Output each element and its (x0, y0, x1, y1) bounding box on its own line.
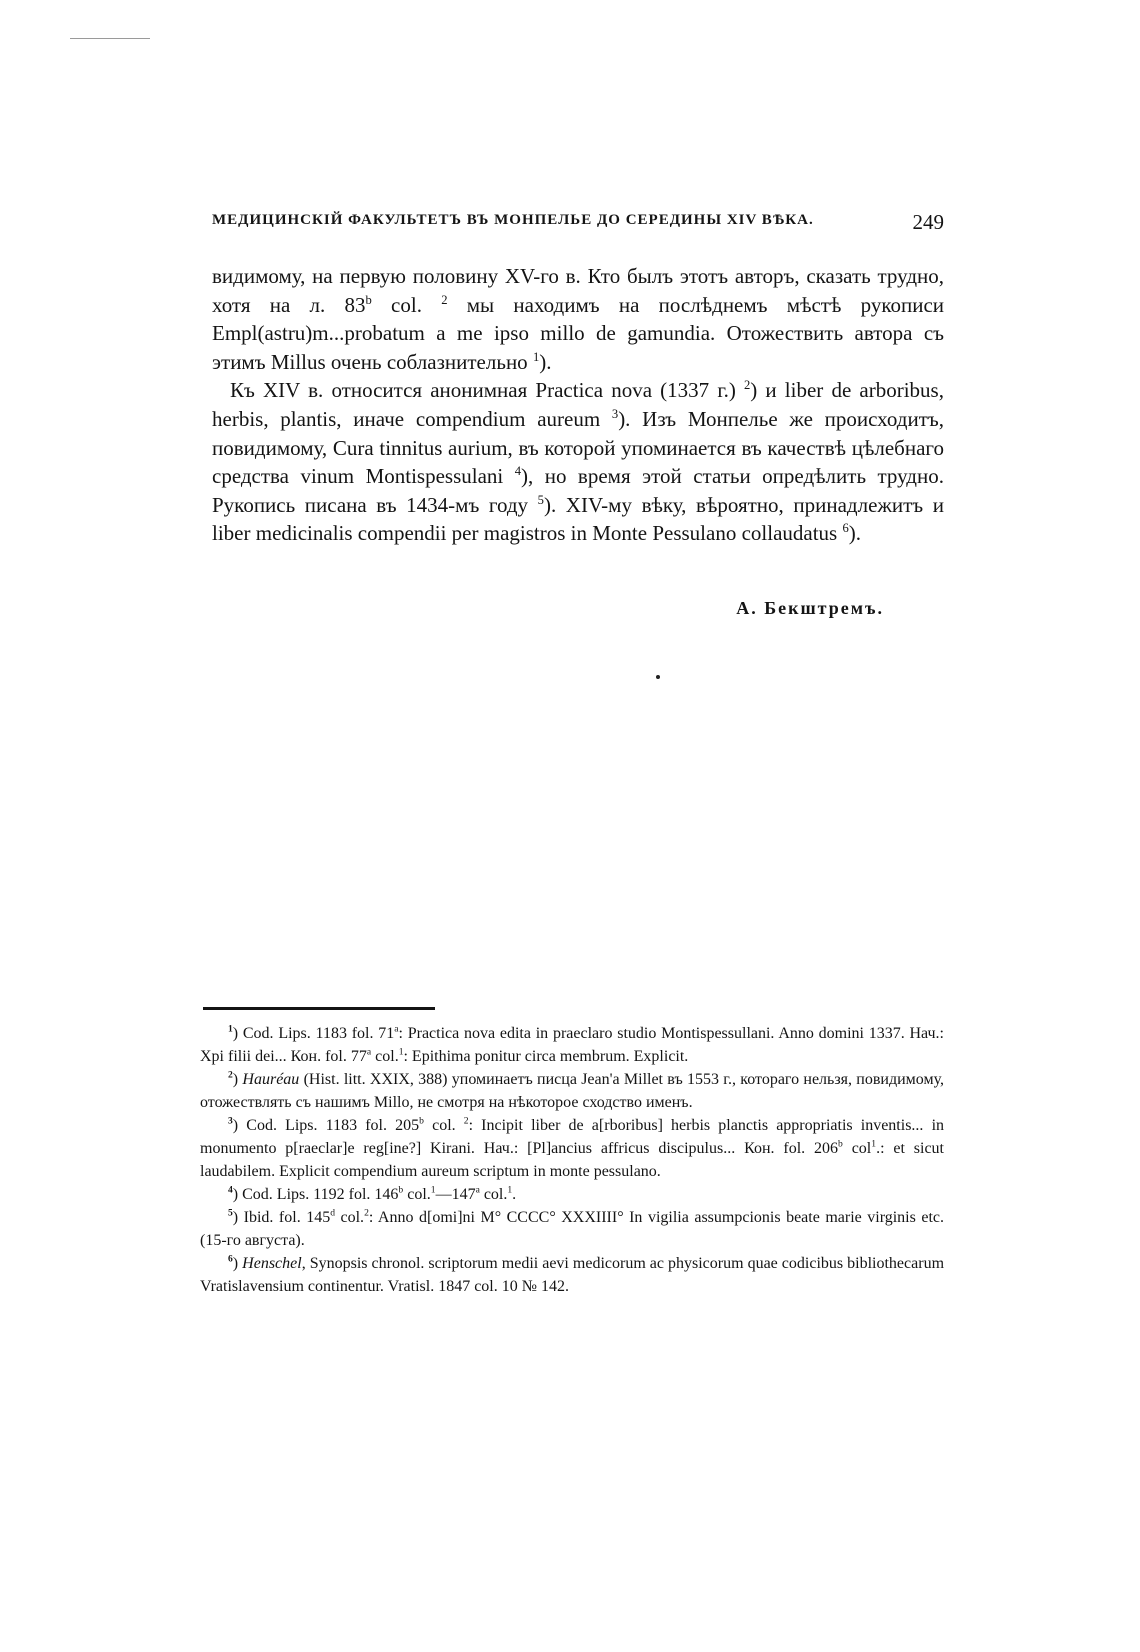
p2-text-4: ), но время этой статьи опредѣлить трудно. Рукопись писана въ 1434-мъ году (212, 464, 944, 517)
p2-text-3: ). Изъ Монпелье же происходитъ, повидимому, Cura tinnitus aurium, въ которой упоминается въ качествѣ цѣлебнаго средства vinum Montispessulani (212, 406, 944, 489)
fn5-text-3: : Anno d[omi]ni M° CCCC° XXXIIII° In vigilia assumpcionis beate marie virginis etc. (15-го августа). (200, 1209, 945, 1249)
author-signature: А. Бекштремъ. (736, 598, 884, 618)
running-title: МЕДИЦИНСКІЙ ФАКУЛЬТЕТЪ ВЪ МОНПЕЛЬЕ ДО СЕРЕДИНЫ XIV ВѢКА. (212, 212, 814, 228)
p2-sup-5: 6 (842, 521, 849, 536)
main-text (212, 262, 944, 548)
fn3-sup-2: 2 (463, 1115, 469, 1127)
fn1-sup-2: a (366, 1046, 372, 1058)
paragraph-1 (212, 262, 944, 376)
p2-sup-2: 3 (611, 406, 619, 421)
fn4-text-3: —147 (435, 1186, 476, 1203)
fn3-text-3: : Incipit liber de a[rboribus] herbis planctis appropriatis inventis... in monumento p[raeclar]e reg[ine?] Kirani. Нач.: [Pl]ancius affricus discipulus... Кон. fol. 206 (200, 1117, 945, 1157)
p2-text-2: ) и liber de arboribus, herbis, plantis, иначе compendium aureum (212, 378, 944, 431)
p1-text-1: видимому, на первую половину XV-го в. Кто былъ этотъ авторъ, сказать трудно, хотя на л. 83 (212, 264, 944, 317)
fn6-text-1: ) (232, 1255, 243, 1272)
fn2-mark: 2 (228, 1069, 233, 1081)
fn2-italic-author: Hauréau (242, 1071, 300, 1088)
p1-sup-1: b (365, 292, 372, 307)
fn6-text-2: , Synopsis chronol. scriptorum medii aevi medicorum ac physicorum quae codicibus bibliothecarum Vratislavensium continentur. Vratisl. 1847 col. 10 № 142. (200, 1255, 945, 1295)
fn1-text-1: ) Cod. Lips. 1183 fol. 71 (232, 1025, 395, 1042)
p2-text-6: ). (848, 521, 862, 546)
p2-sup-4: 5 (537, 492, 544, 507)
fn5-sup-1: d (330, 1207, 335, 1219)
fn4-text-4: col. (479, 1186, 508, 1203)
fn5-text-2: col. (335, 1209, 365, 1226)
p1-sup-3: 1 (532, 349, 540, 364)
page-number: 249 (912, 210, 944, 234)
fn4-sup-1: b (398, 1184, 404, 1196)
p2-text-1: Къ XIV в. относится анонимная Practica nova (1337 г.) (230, 378, 744, 403)
paragraph-2 (212, 376, 944, 548)
fn3-text-2: col. (423, 1117, 464, 1134)
footnote-2 (200, 1068, 944, 1114)
fn1-text-3: col. (371, 1048, 399, 1065)
p1-sup-2: 2 (441, 292, 448, 307)
p1-text-2: col. (371, 292, 442, 317)
fn6-italic-author: Henschel (242, 1255, 302, 1272)
footnotes (200, 1022, 944, 1298)
fn4-text-5: . (512, 1186, 517, 1203)
fn3-text-4: col (842, 1140, 872, 1157)
p2-text-5: ). XIV-му вѣку, вѣроятно, принадлежитъ и liber medicinalis compendii per magistros in Monte Pessulano collaudatus (212, 492, 944, 546)
fn1-sup-1: a (394, 1023, 399, 1035)
footnote-1 (200, 1022, 944, 1068)
fn4-sup-4: 1 (507, 1184, 513, 1196)
fn5-sup-2: 2 (364, 1207, 369, 1219)
fn3-text-1: ) Cod. Lips. 1183 fol. 205 (232, 1117, 420, 1134)
fn4-text-1: ) Cod. Lips. 1192 fol. 146 (232, 1186, 399, 1203)
stray-dot (656, 675, 660, 679)
fn1-mark: 1 (228, 1023, 233, 1035)
fn3-sup-3: b (838, 1138, 843, 1150)
fn6-mark: 6 (228, 1253, 233, 1265)
footnote-4 (200, 1183, 944, 1206)
fn5-text-1: ) Ibid. fol. 145 (232, 1209, 331, 1226)
footnote-3 (200, 1114, 944, 1183)
fn3-text-5: .: et sicut laudabilem. Explicit compendium aureum scriptum in monte pessulano. (200, 1140, 945, 1180)
fn1-text-2: : Practica nova edita in praeclaro studio Montispessullani. Anno domini 1337. Нач.: Xpi filii dei... Кон. fol. 77 (200, 1025, 945, 1065)
fn4-mark: 4 (228, 1184, 233, 1196)
top-rule-mark (70, 38, 150, 39)
fn3-sup-4: 1 (871, 1138, 877, 1150)
p2-sup-1: 2 (743, 378, 751, 393)
fn3-mark: 3 (228, 1115, 233, 1127)
fn2-text-2: (Hist. litt. XXIX, 388) упоминаетъ писца Jean'a Millet въ 1553 г., котораго нельзя, повидимому, отожествлять съ нашимъ Millo, не смотря на нѣкоторое сходство именъ. (200, 1071, 945, 1111)
footnote-5 (200, 1206, 944, 1252)
fn1-text-4: : Epithima ponitur circa membrum. Explicit. (403, 1048, 689, 1065)
p1-text-3: мы находимъ на послѣднемъ мѣстѣ рукописи Empl(astru)m...probatum a me ipso millo de gamundia. Отожествить автора съ этимъ Millus очень соблазнительно (212, 292, 945, 374)
fn4-sup-3: a (475, 1184, 480, 1196)
fn4-sup-2: 1 (430, 1184, 436, 1196)
fn2-text-1: ) (232, 1071, 243, 1088)
fn1-sup-3: 1 (398, 1046, 404, 1058)
footnote-rule (203, 1007, 435, 1010)
running-header (212, 210, 944, 238)
p1-text-4: ). (539, 349, 552, 374)
p2-sup-3: 4 (514, 464, 522, 479)
fn3-sup-1: b (419, 1115, 424, 1127)
fn5-mark: 5 (228, 1207, 233, 1219)
fn4-text-2: col. (403, 1186, 431, 1203)
footnote-6 (200, 1252, 944, 1298)
